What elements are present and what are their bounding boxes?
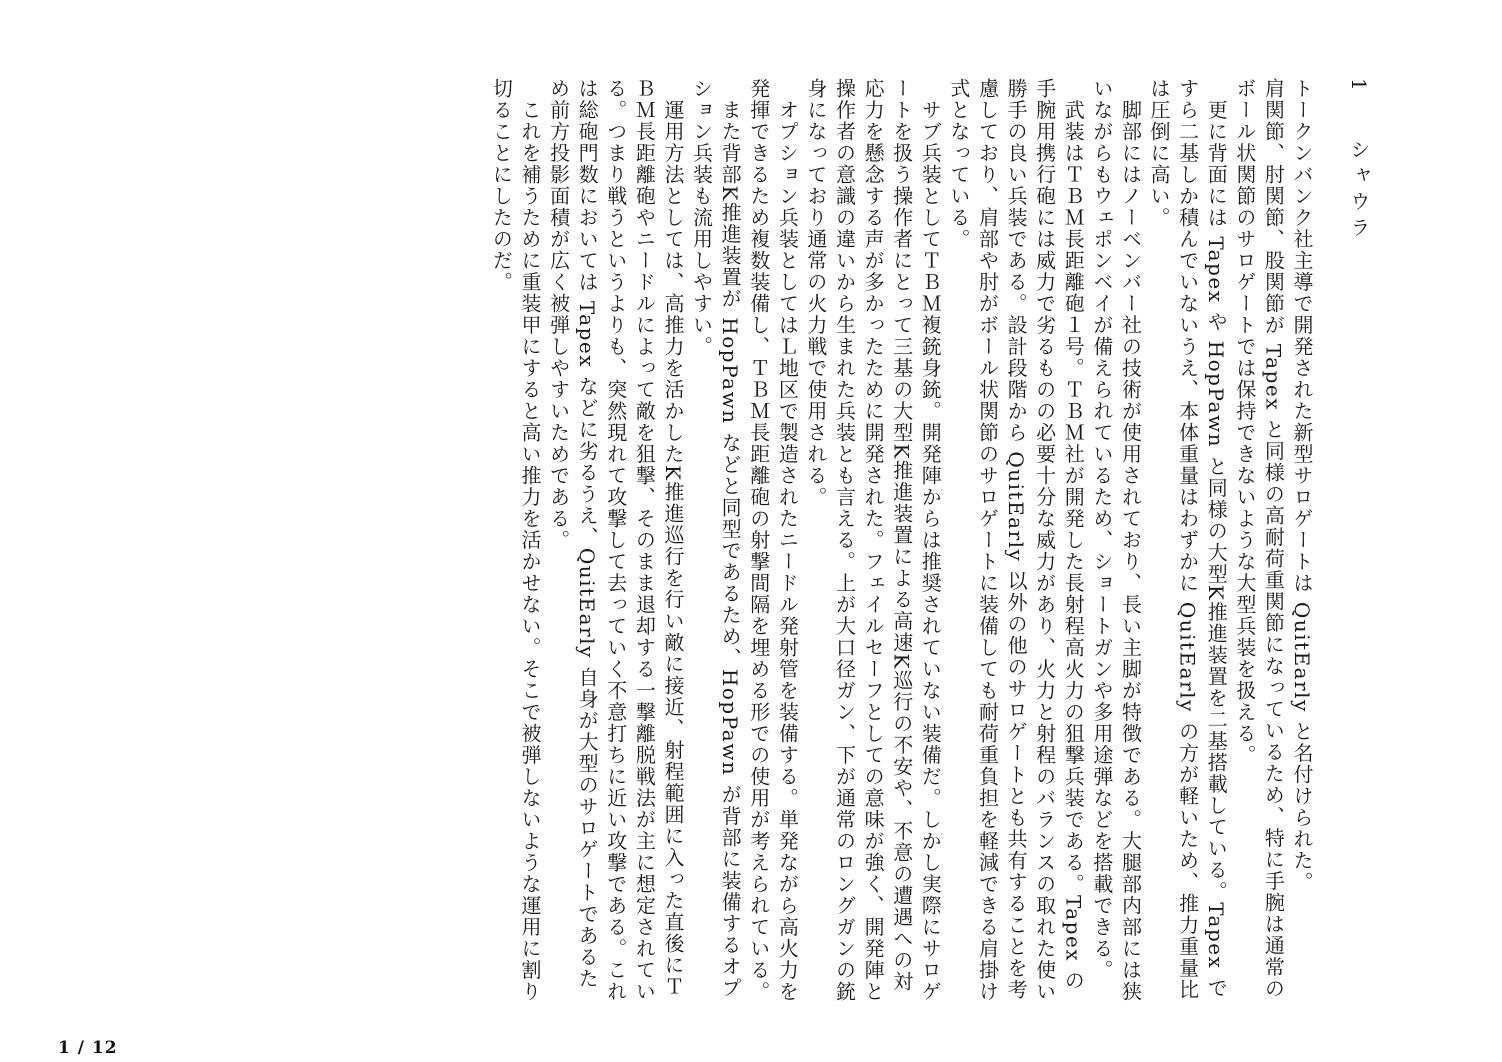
paragraph: 武装はＴＢＭ長距離砲１号。ＴＢＭ社が開発した長射程高火力の狙撃兵装である。Tapex の手腕用携行砲には威力で劣るものの必要十分な威力があり、火力と射程のバランスの取れた使い勝手の良い兵装である。設計段階から QuitEarly 以外の他のサロゲートとも共有することを考慮しており、肩部や肘がボール状関節のサロゲートに装備しても耐荷重負担を軽減できる肩掛け式となっている。 xyxy=(946,78,1086,1003)
paragraph: 肩関節、肘関節、股関節が Tapex と同様の高耐荷重関節になっているため、特に手腕は通常のボール状関節のサロゲートでは保持できないような大型兵装を扱える。 xyxy=(1232,78,1286,1000)
paragraph: トークンバンク社主導で開発された新型サロゲートは QuitEarly と名付けられた。 xyxy=(1290,78,1314,893)
paragraph: オプション兵装としてはＬ地区で製造されたニードル発射管を装備する。単発ながら高火力を発揮できるため複数装備し、ＴＢＭ長距離砲の射撃間隔を埋める形での使用が考えられている。 xyxy=(746,78,800,1003)
vertical-body-text xyxy=(487,78,1402,1008)
paragraph: また背部K推進装置が HopPawn などと同型であるため、HopPawn が背部に装備するオプション兵装も流用しやすい。 xyxy=(689,78,743,1000)
paragraph: これを補うために重装甲にすると高い推力を活かせない。そこで被弾しないような運用に割り切ることにしたのだ。 xyxy=(489,78,542,1003)
paragraph: 更に背面には Tapex や HopPawn と同様の大型K推進装置を二基搭載している。Tapex ですら二基しか積んでいないうえ、本体重量はわずかに QuitEarly の方が軽いため、推力重量比は圧倒に高い。 xyxy=(1147,78,1229,1001)
paragraph: 脚部にはノーベンバー社の技術が使用されており、長い主脚が特徴である。大腿部内部には狭いながらもウェポンベイが備えられているため、ショートガンや多用途弾などを搭載できる。 xyxy=(1089,78,1143,1003)
page-number: 1 / 12 xyxy=(58,1038,118,1058)
chapter-heading xyxy=(1316,78,1402,1008)
chapter-title: シャウラ xyxy=(1347,138,1371,243)
paragraph: 運用方法としては、高推力を活かしたK推進巡行を行い敵に接近、射程範囲に入った直後にＴＢＭ長距離砲やニードルによって敵を狙撃、そのまま退却する一撃離脱戦法が主に想定されている。つまり戦うというよりも、突然現れて攻撃して去っていく不意打ちに近い攻撃である。これは総砲門数においては Tapex などに劣るうえ、QuitEarly 自身が大型のサロゲートであるため前方投影面積が広く被弾しやすいためである。 xyxy=(546,78,685,1003)
chapter-number: 1 xyxy=(1347,78,1371,97)
paragraph: サブ兵装としてＴＢＭ複銃身銃。開発陣からは推奨されていない装備だ。しかし実際にサロゲートを扱う操作者にとって三基の大型K推進装置による高速K巡行の不安や、不意の遭遇への対応力を懸念する声が多かったために開発された。フェイルセーフとしての意味が強く、開発陣と操作者の意識の違いから生まれた兵装とも言える。上が大口径ガン、下が通常のロングガンの銃身になっており通常の火力戦で使用される。 xyxy=(803,78,943,1003)
